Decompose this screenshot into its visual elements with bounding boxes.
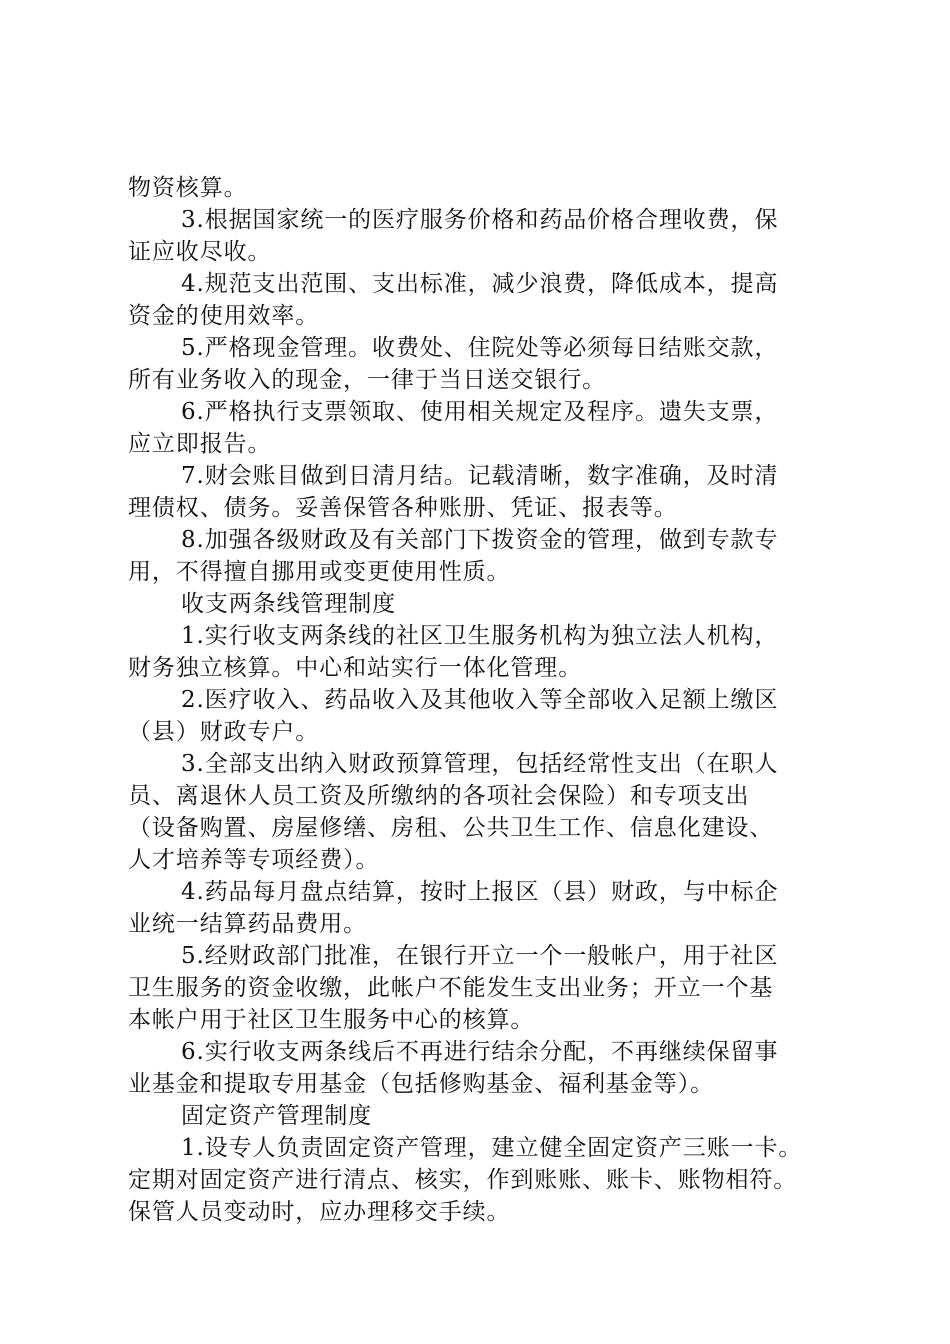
text-line-10: 7.财会账目做到日清月结。记载清晰，数字准确，及时清 (181, 463, 779, 489)
text-line-28: 6.实行收支两条线后不再进行结余分配，不再继续保留事 (181, 1039, 779, 1065)
text-line-7: 所有业务收入的现金，一律于当日送交银行。 (128, 367, 606, 393)
text-line-31: 1.设专人负责固定资产管理，建立健全固定资产三账一卡。 (181, 1135, 803, 1161)
text-line-29: 业基金和提取专用基金（包括修购基金、福利基金等）。 (128, 1071, 714, 1097)
text-line-11: 理债权、债务。妥善保管各种账册、凭证、报表等。 (128, 495, 678, 521)
text-line-5: 资金的使用效率。 (128, 303, 320, 329)
text-line-20: 员、离退休人员工资及所缴纳的各项社会保险）和专项支出 (128, 783, 750, 809)
text-line-21: （设备购置、房屋修缮、房租、公共卫生工作、信息化建设、 (128, 815, 774, 841)
text-line-24: 业统一结算药品费用。 (128, 911, 367, 937)
text-line-18: （县）财政专户。 (128, 719, 320, 745)
text-line-15: 1.实行收支两条线的社区卫生服务机构为独立法人机构， (181, 623, 779, 649)
section-heading-income-expense: 收支两条线管理制度 (181, 591, 397, 617)
text-line-6: 5.严格现金管理。收费处、住院处等必须每日结账交款， (181, 335, 779, 361)
text-line-32: 定期对固定资产进行清点、核实，作到账账、账卡、账物相符。 (128, 1167, 798, 1193)
text-line-4: 4.规范支出范围、支出标准，减少浪费，降低成本，提高 (181, 271, 779, 297)
text-line-23: 4.药品每月盘点结算，按时上报区（县）财政，与中标企 (181, 879, 779, 905)
text-line-1: 物资核算。 (128, 175, 248, 201)
text-line-27: 本帐户用于社区卫生服务中心的核算。 (128, 1007, 535, 1033)
text-line-25: 5.经财政部门批准，在银行开立一个一般帐户，用于社区 (181, 943, 779, 969)
document-body (128, 172, 840, 1228)
text-line-33: 保管人员变动时，应办理移交手续。 (128, 1199, 511, 1225)
text-line-19: 3.全部支出纳入财政预算管理，包括经常性支出（在职人 (181, 751, 779, 777)
text-line-9: 应立即报告。 (128, 431, 272, 457)
text-line-2: 3.根据国家统一的医疗服务价格和药品价格合理收费，保 (181, 207, 779, 233)
text-line-12: 8.加强各级财政及有关部门下拨资金的管理，做到专款专 (181, 527, 779, 553)
text-line-3: 证应收尽收。 (128, 239, 272, 265)
section-heading-fixed-assets: 固定资产管理制度 (181, 1103, 373, 1129)
text-line-22: 人才培养等专项经费）。 (128, 847, 380, 873)
text-line-17: 2.医疗收入、药品收入及其他收入等全部收入足额上缴区 (181, 687, 779, 713)
text-line-13: 用，不得擅自挪用或变更使用性质。 (128, 559, 511, 585)
text-line-8: 6.严格执行支票领取、使用相关规定及程序。遗失支票， (181, 399, 779, 425)
text-line-16: 财务独立核算。中心和站实行一体化管理。 (128, 655, 583, 681)
text-line-26: 卫生服务的资金收缴，此帐户不能发生支出业务；开立一个基 (128, 975, 774, 1001)
